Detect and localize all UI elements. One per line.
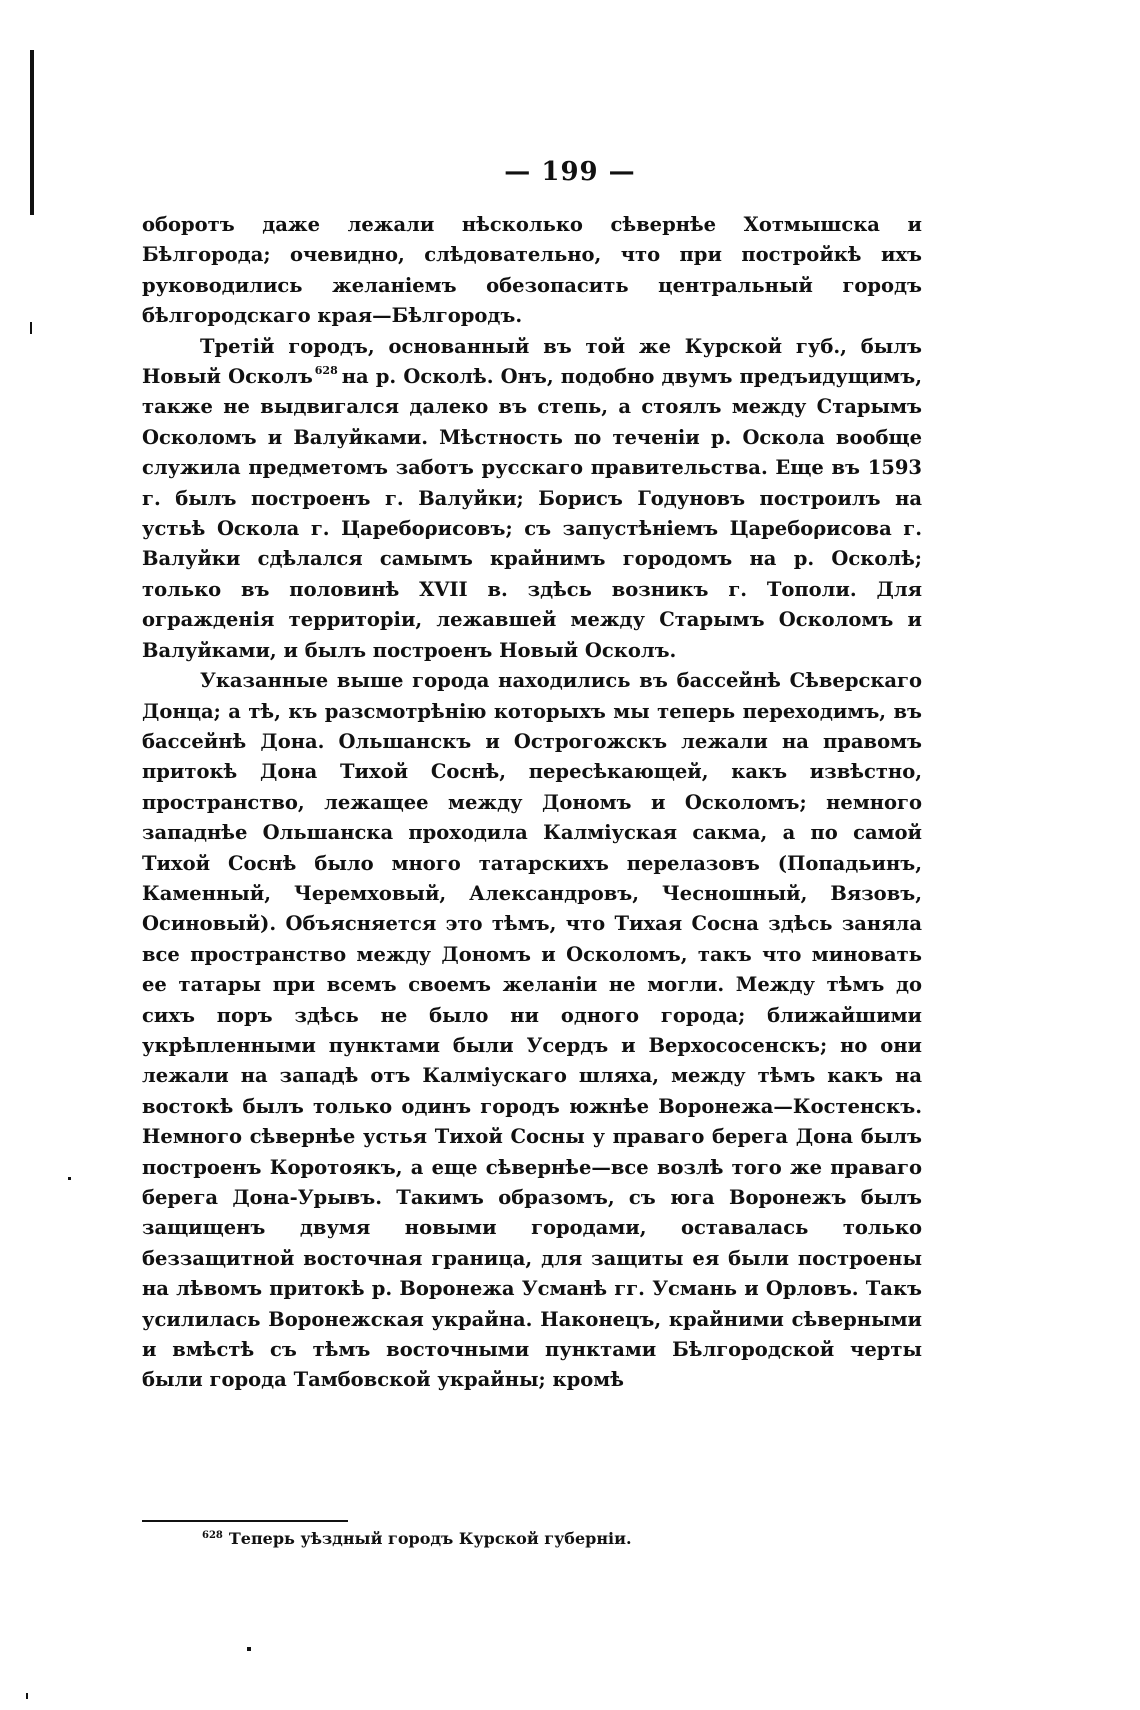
footnote-reference[interactable]: 628 [314,364,338,378]
paragraph: оборотъ даже лежали нѣсколько сѣвернѣе Хотмышска и Бѣлгорода; очевидно, слѣдовательно, что при постройкѣ ихъ руководились желаніемъ обезопасить центральный городъ бѣлгородскаго края—Бѣлгородъ. [142,213,922,328]
footnote-marker: 628 [202,1530,223,1541]
paragraph-text: на р. Осколѣ. Онъ, подобно двумъ предъидущимъ, также не выдвигался далеко въ степь, а стоялъ между Старымъ Осколомъ и Валуйками. Мѣстность по теченіи р. Оскола вообще служила предметомъ заботъ русскаго правительства. Еще въ 1593 г. былъ построенъ г. Валуйки; Борисъ Годуновъ построилъ на устьѣ Оскола г. Царебορисовъ; съ запустѣніемъ Царебορисова г. Валуйки сдѣлался самымъ крайнимъ городомъ на р. Осколѣ; только въ половинѣ XVII в. здѣсь возникъ г. Тополи. Для огражденія территоріи, лежавшей между Старымъ Осколомъ и Валуйками, и былъ построенъ Новый Осколъ. [142,365,922,662]
paragraph-text: Третій городъ, основанный въ той же Курской губ., былъ Новый Осколъ [142,334,922,389]
page-number: — 199 — [504,157,636,187]
footnote [202,1529,902,1548]
scan-edge-mark [30,50,34,215]
paragraph [142,332,922,666]
body-text [142,210,922,1396]
scan-speck [247,1647,251,1651]
paragraph: Указанные выше города находились въ бассейнѣ Сѣверскаго Донца; а тѣ, къ разсмотрѣнію которыхъ мы теперь переходимъ, въ бассейнѣ Дона. Ольшанскъ и Острогожскъ лежали на правомъ притокѣ Дона Тихой Соснѣ, пересѣкающей, какъ извѣстно, пространство, лежащее между Дономъ и Осколомъ; немного западнѣе Ольшанска проходила Калміуская сакма, а по самой Тихой Соснѣ было много татарскихъ перелазовъ (Попадьинъ, Каменный, Черемховый, Александровъ, Чесношный, Вязовъ, Осиновый). Объясняется это тѣмъ, что Тихая Сосна здѣсь заняла все пространство между Дономъ и Осколомъ, такъ что миновать ее татары при всемъ своемъ желаніи не могли. Между тѣмъ до сихъ поръ здѣсь не было ни одного города; ближайшими укрѣпленными пунктами были Усердъ и Верхососенскъ; но они лежали на западѣ отъ Калміускаго шляха, между тѣмъ какъ на востокѣ былъ только одинъ городъ южнѣе Воронежа—Костенскъ. Немного сѣвернѣе устья Тихой Сосны у праваго берега Дона былъ построенъ Коротоякъ, а еще сѣвернѣе—все возлѣ того же праваго берега Дона-Урывъ. Такимъ образомъ, съ юга Воронежъ былъ защищенъ двумя новыми городами, оставалась только беззащитной восточная граница, для защиты ея были построены на лѣвомъ притокѣ р. Воронежа Усманѣ гг. Усмань и Орловъ. Такъ усилилась Воронежская украйна. Наконецъ, крайними сѣверными и вмѣстѣ съ тѣмъ восточными пунктами Бѣлгородской черты были города Тамбовской украйны; кромѣ [142,669,922,1392]
footnote-text: Теперь уѣздный городъ Курской губерніи. [228,1529,632,1548]
scan-speck [26,1693,28,1699]
scan-speck [68,1177,71,1180]
footnote-divider [142,1520,348,1522]
scan-speck [30,322,32,334]
